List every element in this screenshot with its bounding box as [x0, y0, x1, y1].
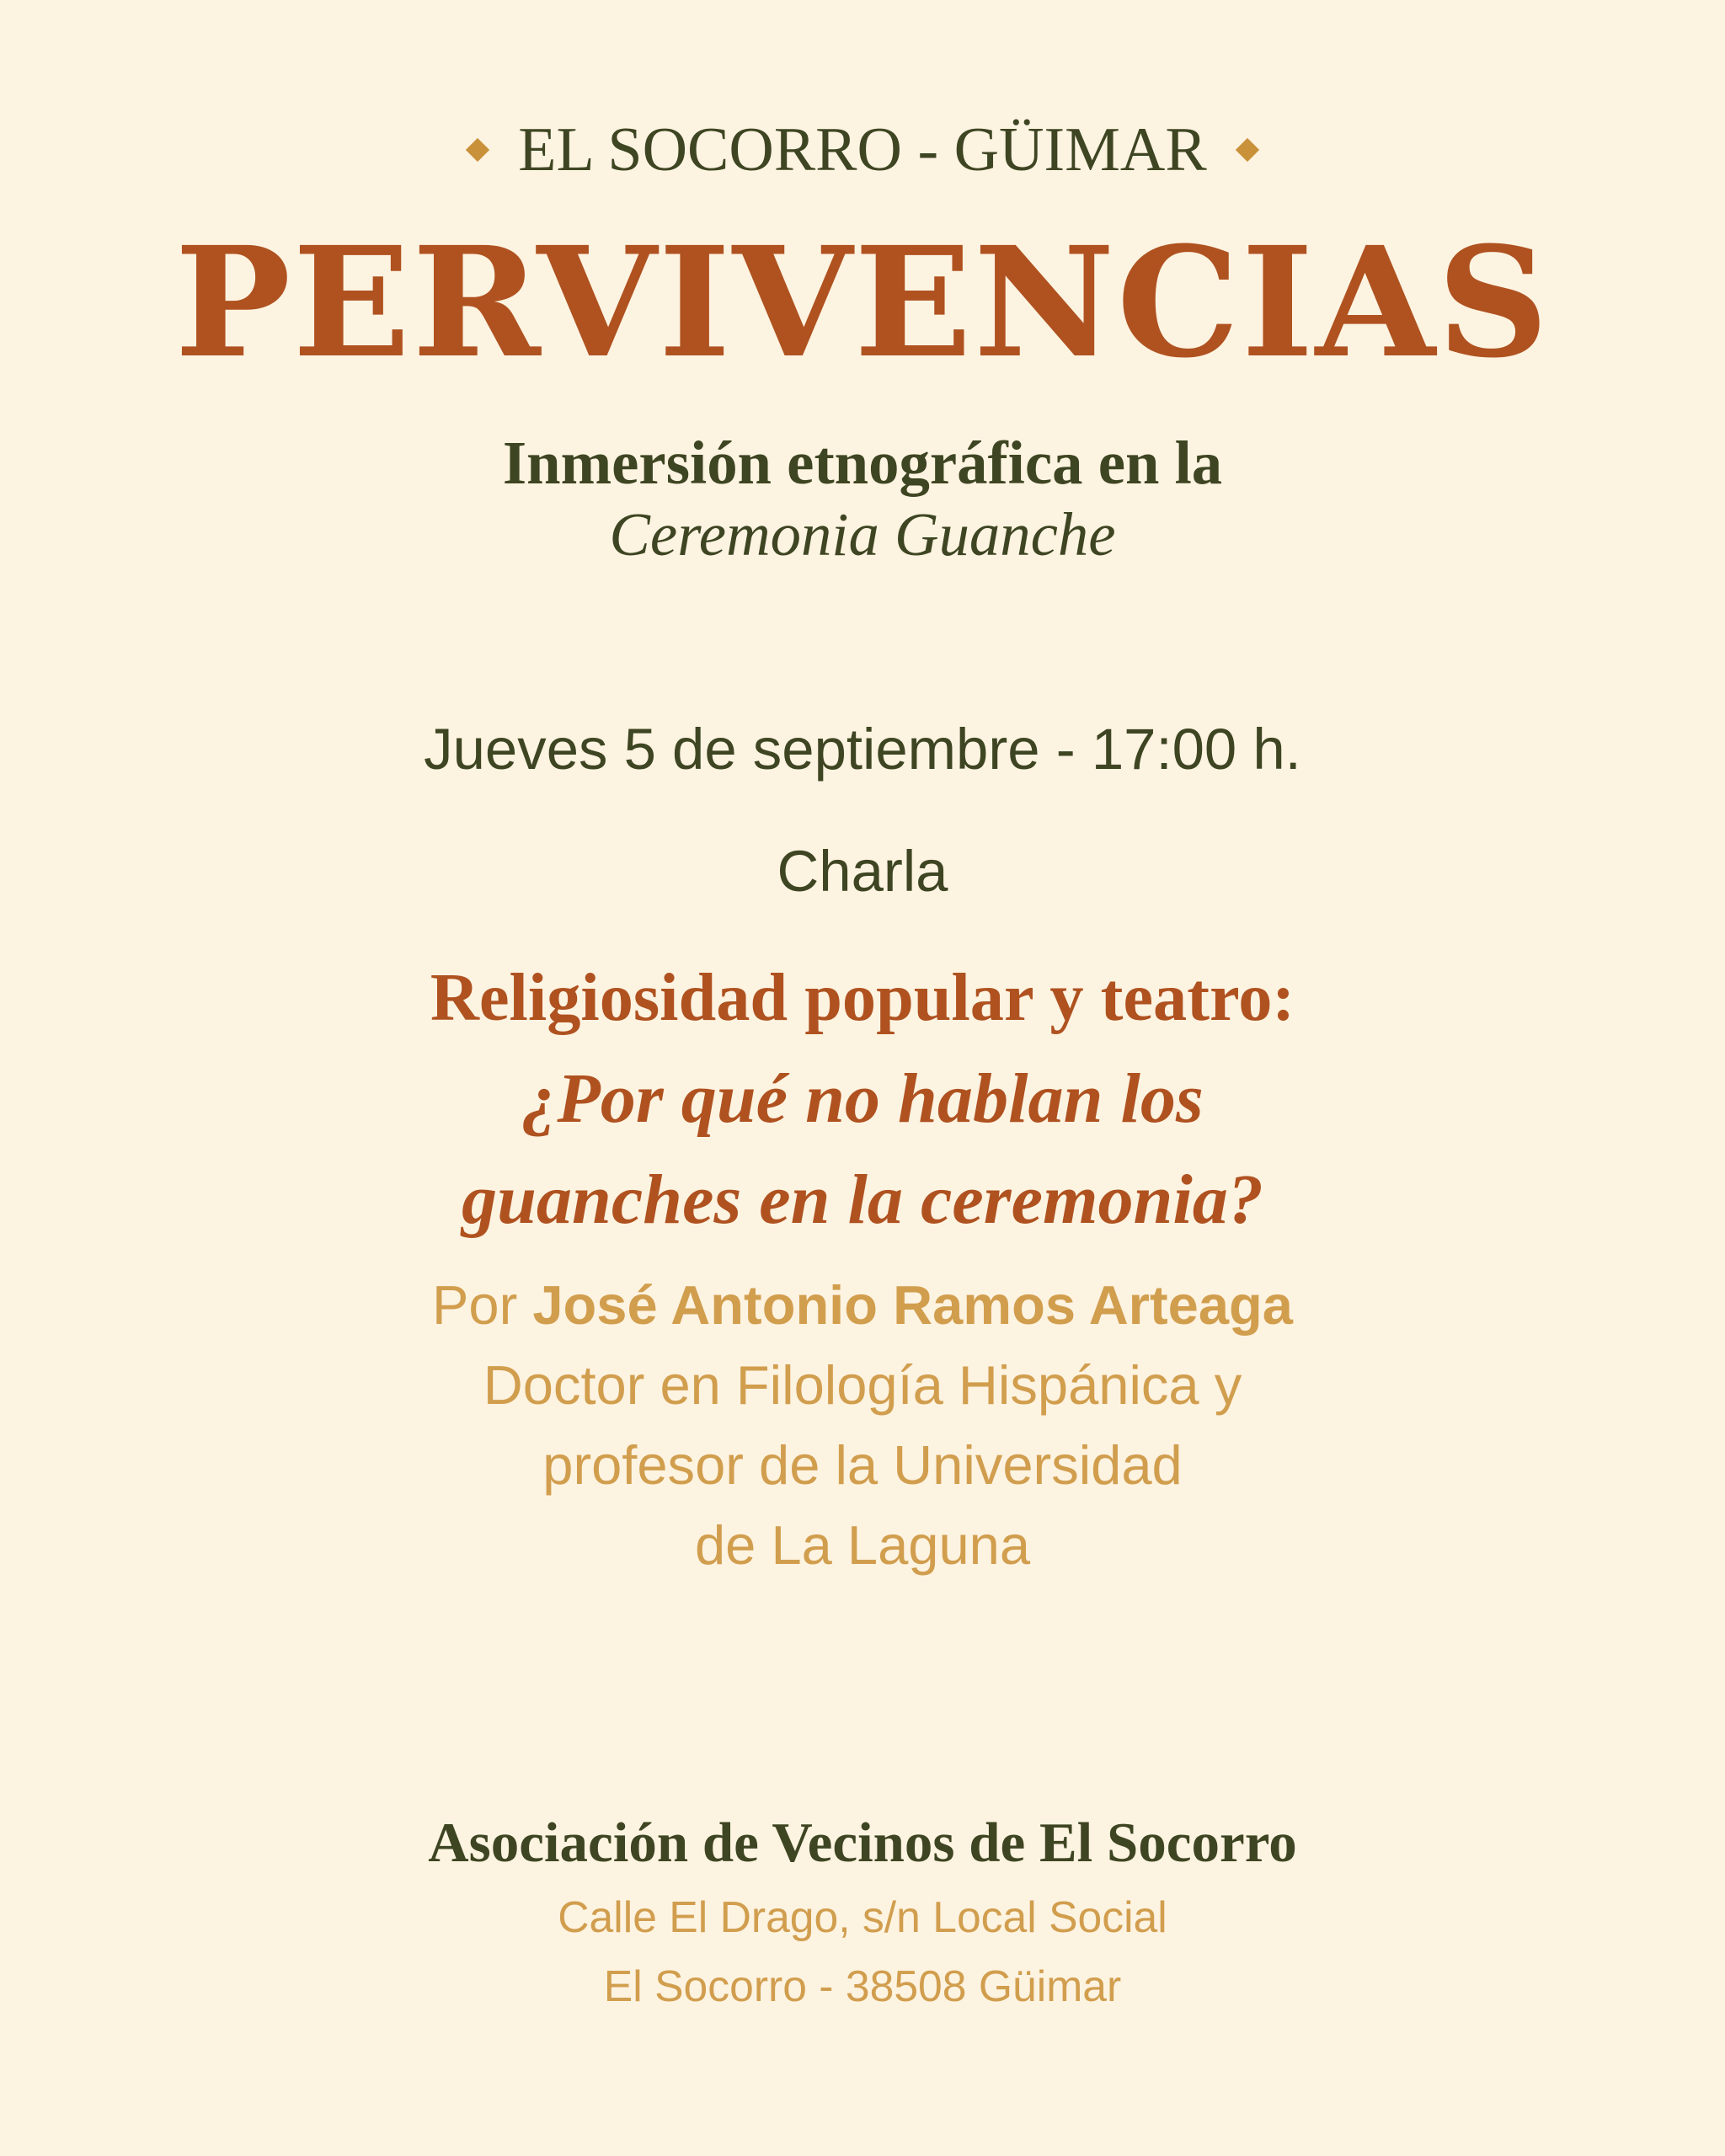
- event-date: Jueves 5 de septiembre - 17:00 h.: [424, 717, 1301, 782]
- diamond-icon-right: [1236, 138, 1259, 162]
- speaker-name: José Antonio Ramos Arteaga: [532, 1274, 1293, 1336]
- location-line: [0, 108, 1725, 192]
- subtitle-line-1: Inmersión etnográfica en la: [502, 429, 1223, 497]
- talk-title-line-2: ¿Por qué no hablan los: [521, 1059, 1204, 1138]
- talk-title-line-3: guanches en la ceremonia?: [462, 1161, 1263, 1239]
- location-text: EL SOCORRO - GÜIMAR: [518, 115, 1207, 184]
- organization-name: Asociación de Vecinos de El Socorro: [428, 1812, 1297, 1874]
- speaker-bio-line-2: profesor de la Universidad: [542, 1434, 1183, 1496]
- speaker-bio-line-3: de La Laguna: [695, 1514, 1030, 1576]
- event-type: Charla: [777, 839, 948, 904]
- speaker-line: [0, 1267, 1725, 1343]
- diamond-icon-left: [466, 138, 489, 162]
- page-title: PERVIVENCIAS: [174, 214, 1551, 392]
- address-line-2: El Socorro - 38508 Güimar: [603, 1961, 1122, 2010]
- talk-title-line-1: Religiosidad popular y teatro:: [430, 960, 1295, 1035]
- address-line-1: Calle El Drago, s/n Local Social: [558, 1892, 1167, 1941]
- speaker-prefix: Por: [432, 1274, 518, 1336]
- speaker-bio-line-1: Doctor en Filología Hispánica y: [483, 1354, 1242, 1416]
- subtitle-line-2: Ceremonia Guanche: [609, 500, 1116, 568]
